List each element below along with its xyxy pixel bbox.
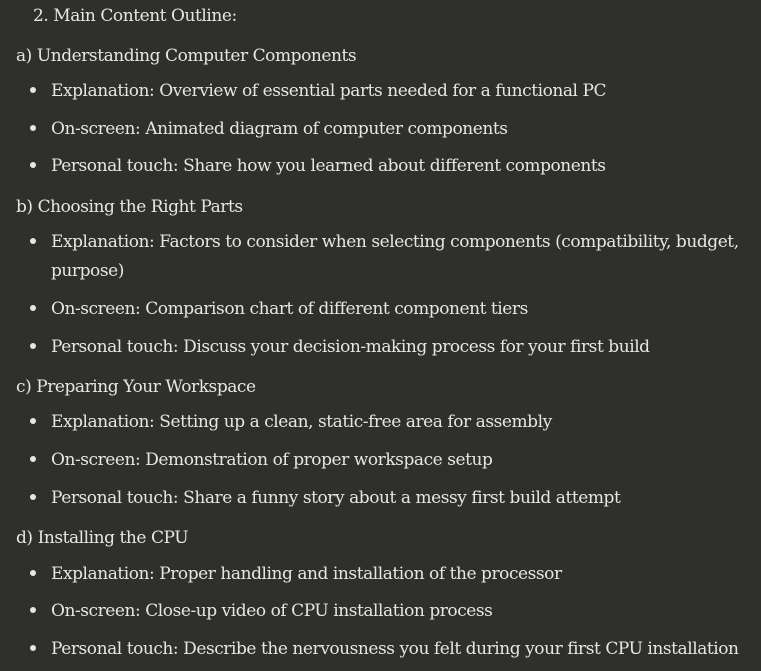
bullet-dot: [30, 125, 36, 131]
list-item-text: On-screen: Demonstration of proper workspace setup: [51, 450, 493, 470]
section-heading-a: a) Understanding Computer Components: [16, 46, 357, 66]
list-item-text: Explanation: Overview of essential parts needed for a functional PC: [51, 81, 607, 101]
list-item-text: Personal touch: Discuss your decision-making process for your first build: [51, 337, 650, 357]
bullet-dot: [30, 238, 36, 244]
bullet-dot: [30, 645, 36, 651]
section-heading-d: d) Installing the CPU: [16, 528, 189, 548]
outline-title: 2. Main Content Outline:: [33, 6, 237, 26]
section-heading-b: b) Choosing the Right Parts: [16, 197, 243, 217]
list-item-text: Personal touch: Share how you learned about different components: [51, 156, 606, 176]
bullet-dot: [30, 570, 36, 576]
bullet-dot: [30, 607, 36, 613]
section-heading-c: c) Preparing Your Workspace: [16, 377, 256, 397]
list-item-text: Explanation: Proper handling and installation of the processor: [51, 564, 562, 584]
list-item-text: On-screen: Animated diagram of computer components: [51, 119, 508, 139]
bullet-dot: [30, 418, 36, 424]
list-item-text: On-screen: Close-up video of CPU installation process: [51, 601, 493, 621]
bullet-dot: [30, 456, 36, 462]
bullet-dot: [30, 343, 36, 349]
list-item-text: Explanation: Factors to consider when selecting components (compatibility, budget, purpose): [51, 232, 739, 281]
list-item-text: Personal touch: Share a funny story about a messy first build attempt: [51, 488, 621, 508]
list-item-text: On-screen: Comparison chart of different component tiers: [51, 299, 528, 319]
bullet-dot: [30, 87, 36, 93]
bullet-dot: [30, 305, 36, 311]
list-item-text: Personal touch: Describe the nervousness you felt during your first CPU installation: [51, 639, 739, 659]
bullet-dot: [30, 162, 36, 168]
bullet-dot: [30, 494, 36, 500]
list-item-text: Explanation: Setting up a clean, static-free area for assembly: [51, 412, 552, 432]
